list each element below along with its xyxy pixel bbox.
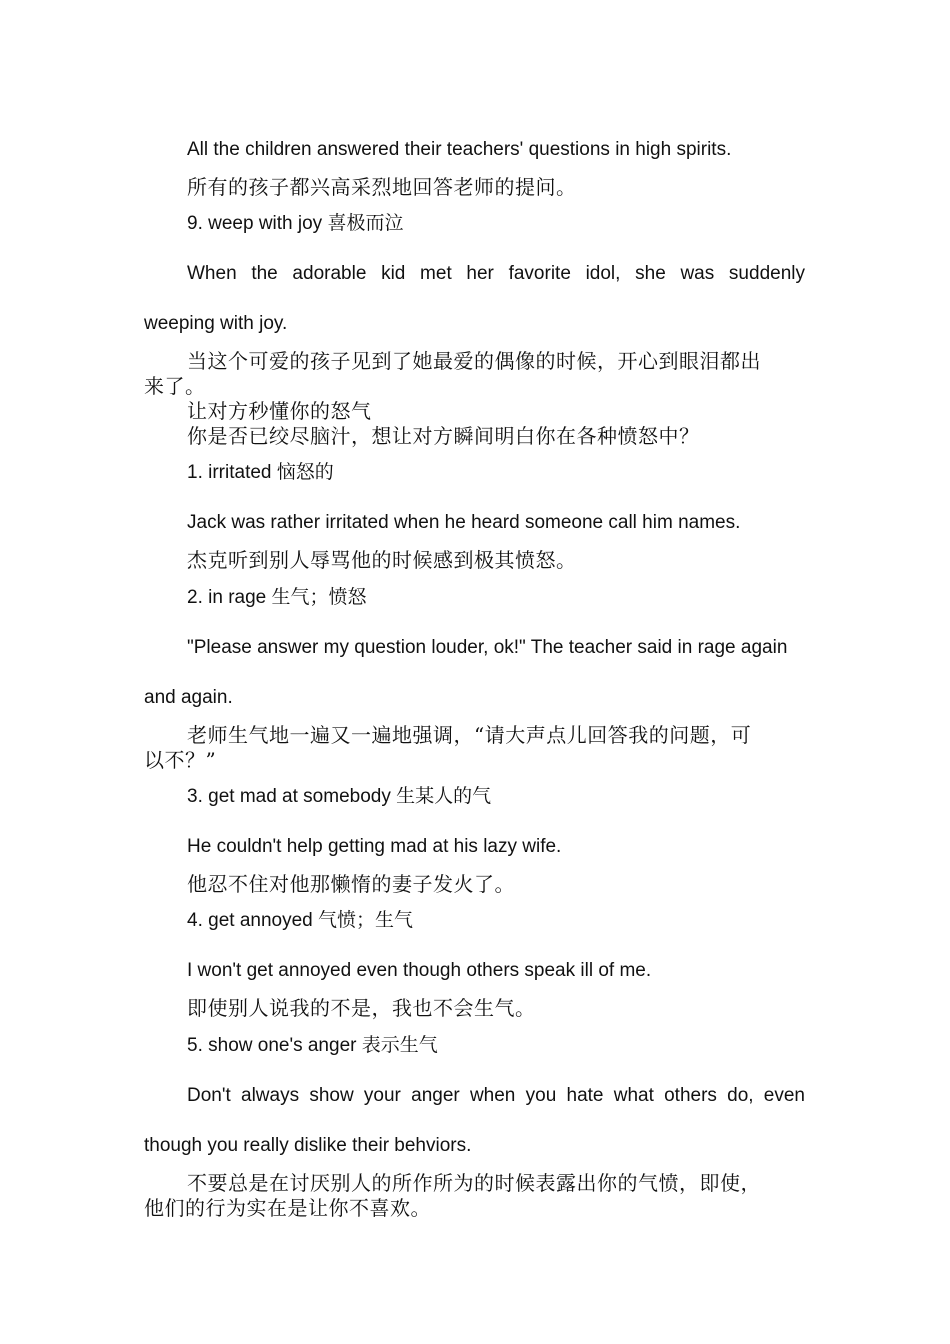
- phrase-heading: 2. in rage 生气；愤怒: [187, 587, 367, 608]
- example-sentence-continued: though you really dislike their behviors.: [144, 1135, 472, 1156]
- translation-continued: 他们的行为实在是让你不喜欢。: [144, 1196, 431, 1220]
- translation: 所有的孩子都兴高采烈地回答老师的提问。: [187, 175, 577, 199]
- translation: 他忍不住对他那懒惰的妻子发火了。: [187, 872, 515, 896]
- section-title: 让对方秒懂你的怒气: [187, 399, 372, 423]
- translation: 杰克听到别人辱骂他的时候感到极其愤怒。: [187, 548, 577, 572]
- phrase-heading: 1. irritated 恼怒的: [187, 462, 334, 483]
- example-sentence-continued: and again.: [144, 687, 233, 708]
- phrase-heading: 4. get annoyed 气愤；生气: [187, 910, 413, 931]
- translation-continued: 以不？”: [144, 748, 217, 772]
- example-sentence: I won't get annoyed even though others speak ill of me.: [187, 960, 652, 981]
- example-sentence: Don't always show your anger when you hate what others do, even: [187, 1085, 805, 1106]
- translation: 老师生气地一遍又一遍地强调，“请大声点儿回答我的问题，可: [187, 723, 752, 747]
- example-sentence-continued: weeping with joy.: [144, 313, 288, 334]
- translation-continued: 来了。: [144, 374, 206, 398]
- example-sentence: When the adorable kid met her favorite idol, she was suddenly: [187, 263, 805, 284]
- example-sentence: He couldn't help getting mad at his lazy wife.: [187, 836, 562, 857]
- phrase-heading: 9. weep with joy 喜极而泣: [187, 213, 404, 234]
- translation: 即使别人说我的不是，我也不会生气。: [187, 996, 536, 1020]
- example-sentence: "Please answer my question louder, ok!" The teacher said in rage again: [187, 637, 788, 658]
- translation: 不要总是在讨厌别人的所作所为的时候表露出你的气愤，即使，: [187, 1171, 761, 1195]
- section-intro: 你是否已绞尽脑汁，想让对方瞬间明白你在各种愤怒中？: [187, 424, 700, 448]
- translation: 当这个可爱的孩子见到了她最爱的偶像的时候，开心到眼泪都出: [187, 349, 761, 373]
- phrase-heading: 3. get mad at somebody 生某人的气: [187, 786, 492, 807]
- example-sentence: Jack was rather irritated when he heard someone call him names.: [187, 512, 741, 533]
- phrase-heading: 5. show one's anger 表示生气: [187, 1035, 438, 1056]
- example-sentence: All the children answered their teachers' questions in high spirits.: [187, 139, 732, 160]
